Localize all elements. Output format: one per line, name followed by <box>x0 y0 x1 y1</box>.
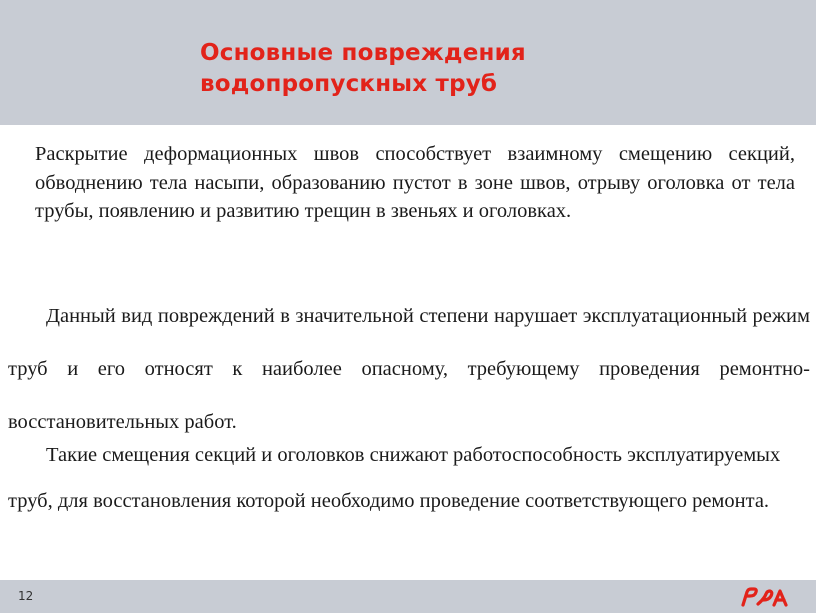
paragraph-seams: Раскрытие деформационных швов способствует взаимному смещению секций, обводнению тела насыпи, образованию пустот в зоне швов, отрыву оголовка от тела трубы, появлению и развитию трещин в звеньях и оголовках. <box>35 143 795 222</box>
page-number: 12 <box>18 589 34 603</box>
rzd-logo-icon <box>738 585 794 609</box>
footer-band <box>0 580 816 613</box>
paragraph-damage-type: Данный вид повреждений в значительной степени нарушает эксплуатационный режим труб и его относят к наиболее опасному, требующему проведения ремонтно-восстановительных работ. <box>8 305 810 433</box>
slide-title: Основные повреждения водопропускных труб <box>200 40 526 97</box>
paragraph-section-shift: Такие смещения секций и оголовков снижают работоспособность эксплуатируемых труб, для восстановления которой необходимо проведение соответствующего ремонта. <box>8 444 781 512</box>
